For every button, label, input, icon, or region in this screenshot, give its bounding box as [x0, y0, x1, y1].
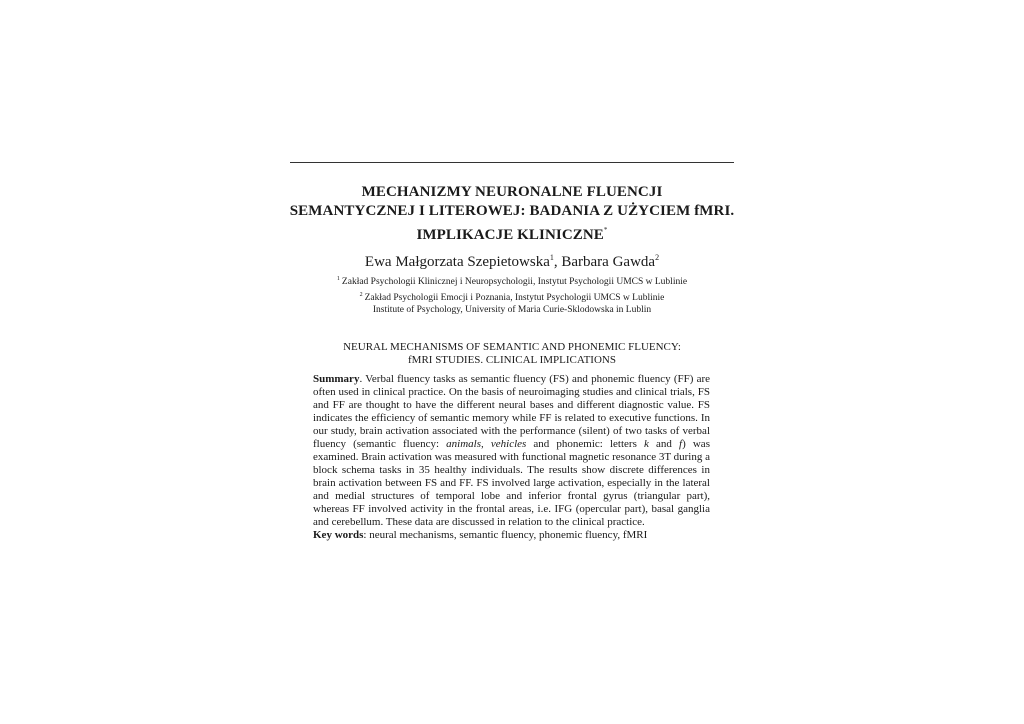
- author-list: [270, 249, 754, 271]
- top-rule: [290, 162, 734, 163]
- author-2: Barbara Gawda: [561, 254, 656, 270]
- affiliations: [270, 273, 754, 317]
- affiliation-2-mark: 2: [359, 291, 363, 298]
- title-line-3: [270, 221, 754, 245]
- affiliation-2-text: Zakład Psychologii Emocji i Poznania, Instytut Psychologii UMCS w Lublinie: [364, 292, 665, 303]
- summary-text-d: ) was examined. Brain activation was measured with functional magnetic resonance 3T during a block schema tasks in 35 healthy individuals. The results show discrete differences in brain activation between FS and FF. FS involved large activation, especially in the lateral and medial structures of temporal lobe and inferior frontal gyrus (triangular part), whereas FF involved activity in the frontal areas, i.e. IFG (opercular part), basal ganglia and cerebellum. These data are discussed in relation to the clinical practice.: [313, 438, 710, 528]
- title-line-1: MECHANIZMY NEURONALNE FLUENCJI: [361, 184, 663, 200]
- summary-text-c: and: [648, 438, 680, 450]
- author-1: Ewa Małgorzata Szepietowska: [364, 254, 550, 270]
- summary-italic-2: k: [643, 438, 649, 450]
- affiliation-2: [270, 289, 754, 305]
- author-1-affil: 1: [549, 253, 554, 262]
- author-separator: ,: [553, 254, 562, 270]
- english-title: [290, 341, 734, 367]
- summary-italic-3: f: [679, 438, 683, 450]
- english-title-line-1: NEURAL MECHANISMS OF SEMANTIC AND PHONEMIC FLUENCY:: [343, 341, 681, 353]
- summary-paragraph: [313, 373, 710, 529]
- author-2-affil: 2: [655, 253, 660, 262]
- affiliation-1-text: Zakład Psychologii Klinicznej i Neuropsychologii, Instytut Psychologii UMCS w Lublinie: [341, 277, 688, 287]
- paper-title: [270, 183, 754, 245]
- summary-label: Summary: [313, 373, 360, 385]
- summary-text-a: . Verbal fluency tasks as semantic fluency (FS) and phonemic fluency (FF) are often used in clinical practice. On the basis of neuroimaging studies and clinical trials, FS and FF are thought to have the different neural bases and different diagnostic value. FS indicates the efficiency of semantic memory while FF is related to executive functions. In our study, brain activation associated with the performance (silent) of two tasks of verbal fluency (semantic fluency:: [313, 373, 710, 450]
- keywords-text: : neural mechanisms, semantic fluency, phonemic fluency, fMRI: [363, 529, 648, 541]
- affiliation-1: [270, 273, 754, 289]
- english-title-line-2: fMRI STUDIES. CLINICAL IMPLICATIONS: [408, 354, 616, 366]
- title-line-2: SEMANTYCZNEJ I LITEROWEJ: BADANIA Z UŻYCIEM fMRI.: [289, 203, 735, 219]
- title-line-3-text: IMPLIKACJE KLINICZNE: [416, 227, 604, 243]
- affiliation-3: Institute of Psychology, University of Maria Curie-Sklodowska in Lublin: [372, 305, 652, 315]
- affiliation-1-mark: 1: [336, 276, 340, 282]
- keywords-paragraph: [313, 529, 710, 542]
- title-footnote-mark: *: [603, 226, 608, 234]
- abstract: [313, 373, 710, 542]
- summary-italic-1: animals, vehicles: [446, 438, 527, 450]
- summary-text-b: and phonemic: letters: [526, 438, 644, 450]
- keywords-label: Key words: [313, 529, 364, 541]
